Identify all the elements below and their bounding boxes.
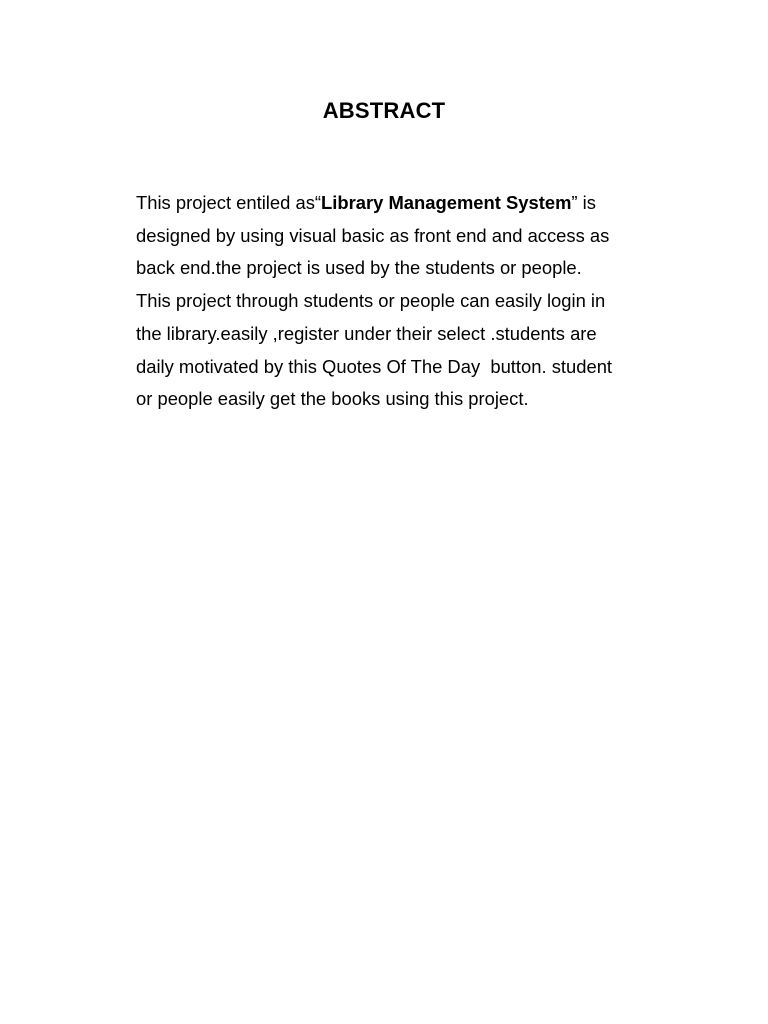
system-name-bold: Library Management System	[321, 192, 572, 213]
paragraph-line-5: the library.easily ,register under their select .students are	[136, 322, 597, 344]
abstract-paragraph	[136, 187, 696, 416]
paragraph-line-3: back end.the project is used by the students or people.	[136, 257, 582, 279]
line1-prefix: This project entiled as“	[136, 192, 322, 213]
paragraph-line-4: This project through students or people can easily login in	[136, 290, 606, 312]
abstract-heading: ABSTRACT	[322, 98, 446, 123]
paragraph-line-2: designed by using visual basic as front end and access as	[136, 224, 610, 246]
paragraph-line-1	[136, 187, 696, 220]
line1-suffix: ” is	[571, 192, 596, 213]
paragraph-line-7: or people easily get the books using this project.	[136, 388, 529, 410]
paragraph-line-6: daily motivated by this Quotes Of The Day button. student	[136, 355, 613, 377]
